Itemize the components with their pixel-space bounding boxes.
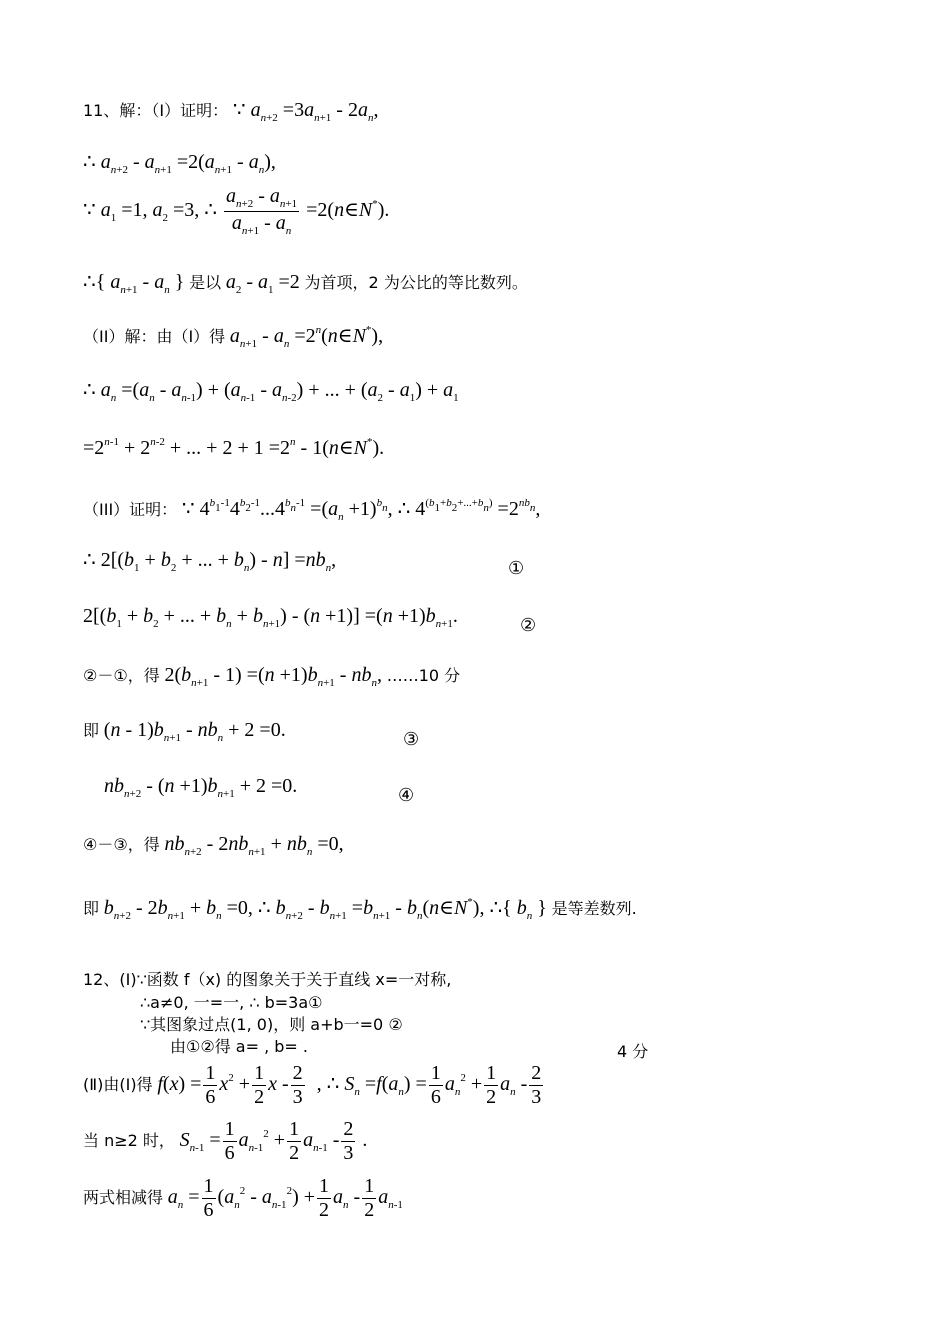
part-ii-label: （II）解：由（I）得 (83, 327, 226, 346)
p11-line-7 (83, 437, 384, 458)
circled-1: ① (508, 558, 525, 579)
p11-heading: 11、解：（I）证明： (83, 101, 229, 120)
p11-line-8 (83, 498, 540, 523)
eq-closed-form: $=2^{n-1} + 2^{n-2}$ + ... + $2 + 1 =2^n$ - 1(n∈N*). (83, 436, 385, 459)
eq-subtract-1: $2(b_{n+1} - 1) =(n +1)b_{n+1} - nb_n$, (164, 664, 382, 689)
eq-arithmetic: $b_{n+2} - 2b_{n+1} + b_n =0$, ∴ $b_{n+2} - b_{n+1} =b_{n+1}$ - $b_n(n\in N^*)$, ∴{ $b_n$ } (103, 896, 547, 922)
p12-line-7 (83, 1175, 403, 1222)
eq-subtract-2: $nb_{n+2} - 2nb_{n+1} + nb_n =0$, (164, 833, 344, 858)
eq-two: $2[(b_1 + b_2$ + ... + $b_n + b_{n+1}) - (n +1)] =(n +1)b_{n+1}$. (83, 605, 458, 630)
p11-line-11 (83, 665, 460, 689)
circled-3: ③ (403, 729, 420, 750)
eq-diff-power: $a_{n+1} - a_n$ $=2^n(n\in N^*)$, (229, 324, 384, 350)
subtract-label-1: ②－①，得 (83, 666, 160, 685)
p12-line-1: 12、(Ⅰ)∵函数 f（x) 的图象关于关于直线 x=一对称, (83, 970, 452, 989)
eq-fx: f(x) = $\frac{1}{6}$ $x^2$ + $\frac{1}{2}$ x - $\frac{2}{3}$ , ∴ $S_n =f(a_n)$ = $\frac{1}{6}$ $a_n^2$ + $\frac{1}{2}$ $a_n$ - $\frac{2}{3}$ (157, 1062, 542, 1108)
eq-sequence-set: ∴{ $a_{n+1} - a_n$ } (83, 271, 185, 296)
score-10: ……10 分 (386, 666, 461, 685)
text-geometric: 为首项，2 为公比的等比数列。 (304, 273, 528, 292)
p12-line-3: ∵其图象过点(1, 0)，则 a+b一=0 ② (140, 1015, 403, 1034)
p11-line-2 (83, 152, 276, 176)
eq-first-term: $a_2 - a_1 =2$ (225, 271, 300, 296)
eq-three: $(n - 1)b_{n+1} - nb_n + 2 =0$. (103, 719, 286, 744)
eq-difference: ∴ $a_{n+2} - a_{n+1} =2(a_{n+1} - a_n)$, (83, 151, 276, 176)
eq-four: $nb_{n+2} - (n +1)b_{n+1} + 2 =0$. (104, 775, 298, 800)
eq-recurrence: ∵ $a_{n+2} =3a_{n+1} - 2a_n$, (232, 99, 379, 124)
p12-line-4: 由①②得 a= , b= . (170, 1037, 308, 1056)
part-iii-label: （III）证明： (83, 500, 178, 519)
p11-line-15 (83, 897, 637, 922)
eq-sn-minus-1: $S_{n-1}$ = $\frac{1}{6}$ $a_{n-1}^2$ + $\frac{1}{2}$ $a_{n-1}$ - $\frac{2}{3}$ . (179, 1118, 368, 1164)
p11-line-4 (83, 272, 528, 296)
text-shi-yi: 是以 (189, 273, 222, 292)
p11-line-12 (83, 720, 286, 744)
score-4: 4 分 (617, 1042, 649, 1061)
ji-label-2: 即 (83, 899, 100, 918)
p11-line-3 (83, 185, 389, 237)
circled-4: ④ (398, 785, 415, 806)
p12-line-2: ∴a≠0, 一=一, ∴ b=3a① (140, 993, 323, 1012)
p12-line-6 (83, 1118, 367, 1165)
eq-telescoping: ∴ $a_n =(a_n - a_{n-1}) + (a_{n-1} - a_{n-2})$ + ... + $(a_2 - a_1) + a_1$ (83, 379, 459, 404)
p11-line-6 (83, 380, 459, 404)
eq-power-product: ∵ $4^{b_1-1}4^{b_2-1}...4^{b_n-1} =(a_n +1)^{b_n}$, ∴ $4^{(b_1+b_2+...+b_n)} =2^{nb_n}$, (181, 497, 541, 523)
ji-label-1: 即 (83, 721, 100, 740)
subtract-label-2: ④－③，得 (83, 835, 160, 854)
circled-2: ② (520, 615, 537, 636)
eq-one: ∴ $2[(b_1 + b_2$ + ... + $b_n) - n] =nb_n$, (83, 549, 337, 574)
subtract-both-label: 两式相减得 (83, 1188, 164, 1208)
p11-line-5 (83, 325, 383, 350)
p11-line-1 (83, 100, 378, 124)
p11-line-10 (83, 606, 458, 630)
p11-line-14 (83, 834, 344, 858)
p11-line-13 (104, 776, 297, 800)
part-ii-label-12: (Ⅱ)由(Ⅰ)得 (83, 1075, 153, 1095)
eq-ratio: ∵ $a_1 =1$, $a_2 =3$, ∴ $\frac{a_{n+2} - a_{n+1}}{a_{n+1} - a_n}$ =2(n∈N*). (83, 185, 390, 237)
eq-an: $a_n$ = $\frac{1}{6}$ $(a_n^2 - a_{n-1}^2)$ + $\frac{1}{2}$ $a_n$ - $\frac{1}{2}$ $a_{n-1}$ (167, 1175, 403, 1221)
conclusion-text: 是等差数列. (551, 899, 637, 918)
p12-line-5 (83, 1062, 545, 1109)
p11-line-9 (83, 550, 336, 574)
when-n-label: 当 n≥2 时， (83, 1131, 175, 1151)
